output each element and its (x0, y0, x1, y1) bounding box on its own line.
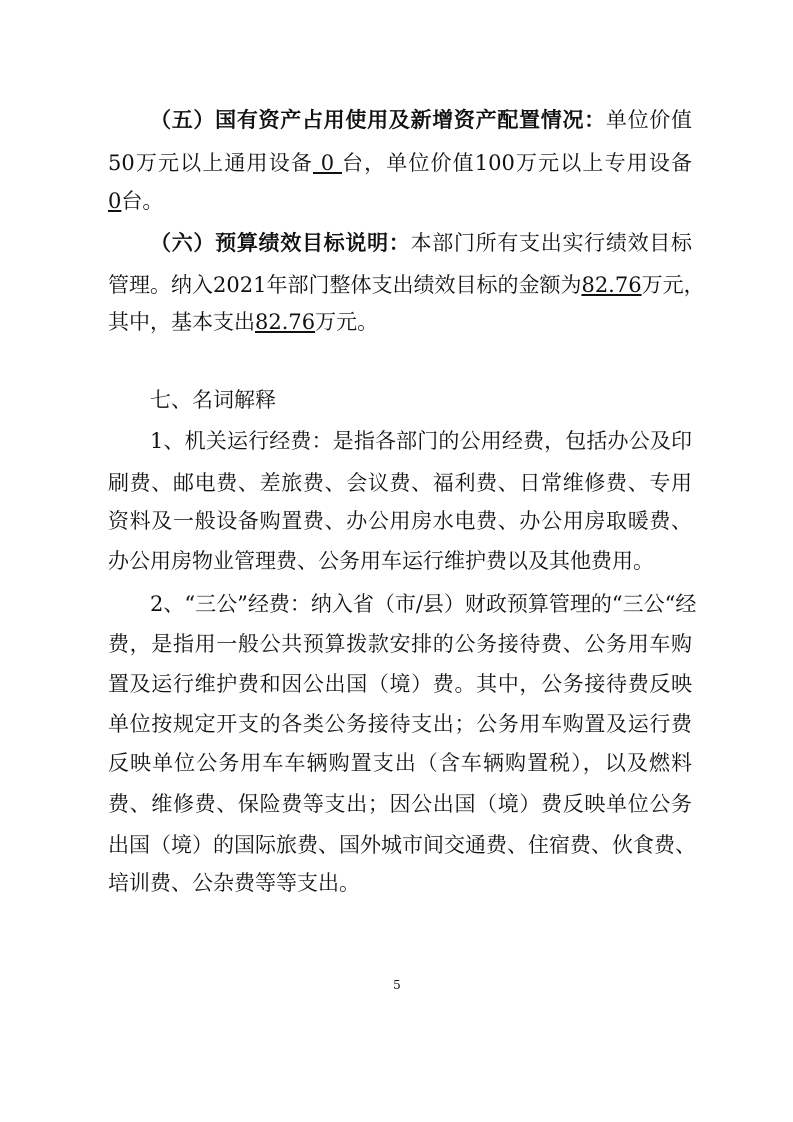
text: 万元。 (315, 310, 379, 334)
special-equipment-count: 0 (108, 189, 122, 213)
item2-line: 费，是指用一般公共预算拨款安排的公务接待费、公务用车购 (108, 632, 692, 656)
section7-heading: 七、名词解释 (150, 388, 276, 412)
item1-line: 1、机关运行经费：是指各部门的公用经费，包括办公及印 (150, 429, 692, 453)
text: 管理。纳入2021年部门整体支出绩效目标的金额为 (108, 273, 582, 297)
section5-line-1 (150, 107, 692, 133)
section6-line-3 (108, 309, 692, 335)
text: 50万元以上通用设备 (108, 151, 313, 175)
text: 其中，基本支出 (108, 310, 255, 334)
item2-line: 2、“三公”经费：纳入省（市/县）财政预算管理的“三公“经 (150, 592, 697, 616)
page-number: 5 (393, 978, 401, 992)
general-equipment-count: 0 (312, 151, 342, 175)
text: 台。 (121, 189, 164, 213)
section5-heading: （五）国有资产占用使用及新增资产配置情况： (150, 107, 606, 132)
item2-line: 费、维修费、保险费等支出；因公出国（境）费反映单位公务 (108, 792, 692, 816)
section6-line-1 (150, 230, 692, 256)
item1-line: 资料及一般设备购置费、办公用房水电费、办公用房取暖费、 (108, 509, 692, 533)
section5-line-2 (108, 150, 692, 176)
item2-line: 置及运行维护费和因公出国（境）费。其中，公务接待费反映 (108, 672, 692, 696)
item2-line: 出国（境）的国际旅费、国外城市间交通费、住宿费、伙食费、 (108, 833, 696, 857)
section6-heading: （六）预算绩效目标说明： (150, 230, 411, 255)
section6-line-2 (108, 272, 705, 298)
section5-line-3 (108, 188, 692, 214)
item1-line: 办公用房物业管理费、公务用车运行维护费以及其他费用。 (108, 549, 654, 573)
basic-amount: 82.76 (255, 310, 316, 334)
text: 本部门所有支出实行绩效目标 (410, 231, 692, 255)
item2-line: 培训费、公杂费等等支出。 (108, 871, 360, 895)
total-amount: 82.76 (581, 273, 642, 297)
item2-line: 反映单位公务用车车辆购置支出（含车辆购置税），以及燃料 (108, 751, 692, 775)
text: 台，单位价值100万元以上专用设备 (341, 151, 692, 175)
item1-line: 刷费、邮电费、差旅费、会议费、福利费、日常维修费、专用 (108, 471, 692, 495)
text: 单位价值 (605, 108, 692, 132)
item2-line: 单位按规定开支的各类公务接待支出；公务用车购置及运行费 (108, 712, 692, 736)
text: 万元， (641, 273, 705, 297)
